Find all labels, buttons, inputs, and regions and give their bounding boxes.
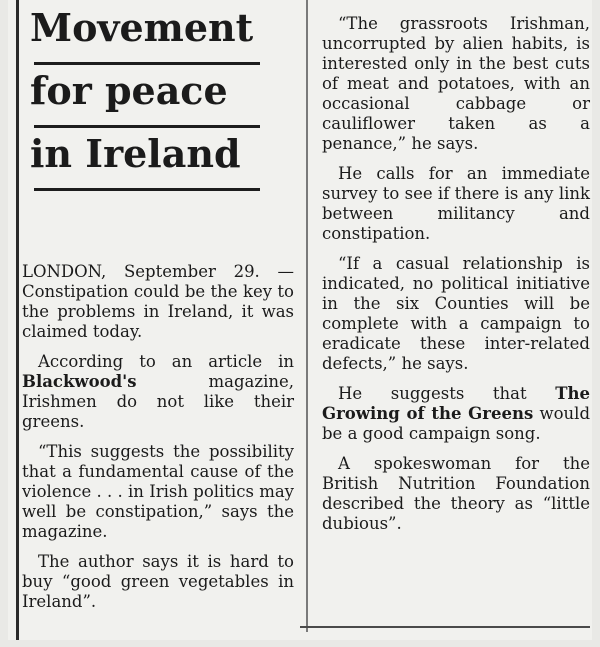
- headline-rule: [34, 188, 260, 191]
- paragraph-8: [322, 384, 590, 444]
- paragraph-6: He calls for an immediate survey to see if there is any link between militancy and constipation.: [322, 164, 590, 243]
- paragraph-text: He suggests that: [338, 384, 527, 403]
- headline-line-1: Movement: [30, 5, 254, 50]
- dateline: LONDON, September 29. —: [22, 262, 294, 281]
- paragraph-text: Constipation could be the key to the problems in Ireland, it was claimed today.: [22, 282, 294, 341]
- paragraph-1: [22, 262, 294, 342]
- paragraph-text: magazine, Irishmen do not like their greens.: [22, 372, 294, 431]
- headline-line-3: in Ireland: [30, 131, 241, 176]
- headline-line-2: for peace: [30, 68, 228, 113]
- column-divider: [306, 0, 308, 632]
- left-border-rule: [16, 0, 19, 640]
- paragraph-text: would be a good campaign song.: [322, 404, 591, 443]
- paragraph-5: “The grassroots Irishman, uncorrupted by alien habits, is interested only in the best cuts of meat and potatoes, with an occasional cabbage or cauliflower taken as a penance,” he says.: [322, 14, 590, 153]
- paragraph-4: The author says it is hard to buy “good green vegetables in Ireland”.: [22, 552, 294, 611]
- song-title: The Growing of the Greens: [322, 384, 591, 423]
- paragraph-7: “If a casual relationship is indicated, no political initiative in the six Counties will be complete with a campaign to eradicate these inter-related defects,” he says.: [322, 254, 590, 373]
- right-article-column: [322, 14, 590, 534]
- headline: [30, 2, 280, 191]
- paragraph-3: “This suggests the possibility that a fundamental cause of the violence . . . in Irish politics may well be constipation,” says the magazine.: [22, 442, 294, 541]
- publication-name: Blackwood's: [22, 372, 137, 391]
- paragraph-text: According to an article in: [38, 352, 294, 371]
- bottom-rule: [300, 626, 590, 628]
- paragraph-9: A spokeswoman for the British Nutrition Foundation described the theory as “little dubious”.: [322, 454, 590, 533]
- paragraph-2: [22, 352, 294, 432]
- left-article-column: [22, 262, 294, 612]
